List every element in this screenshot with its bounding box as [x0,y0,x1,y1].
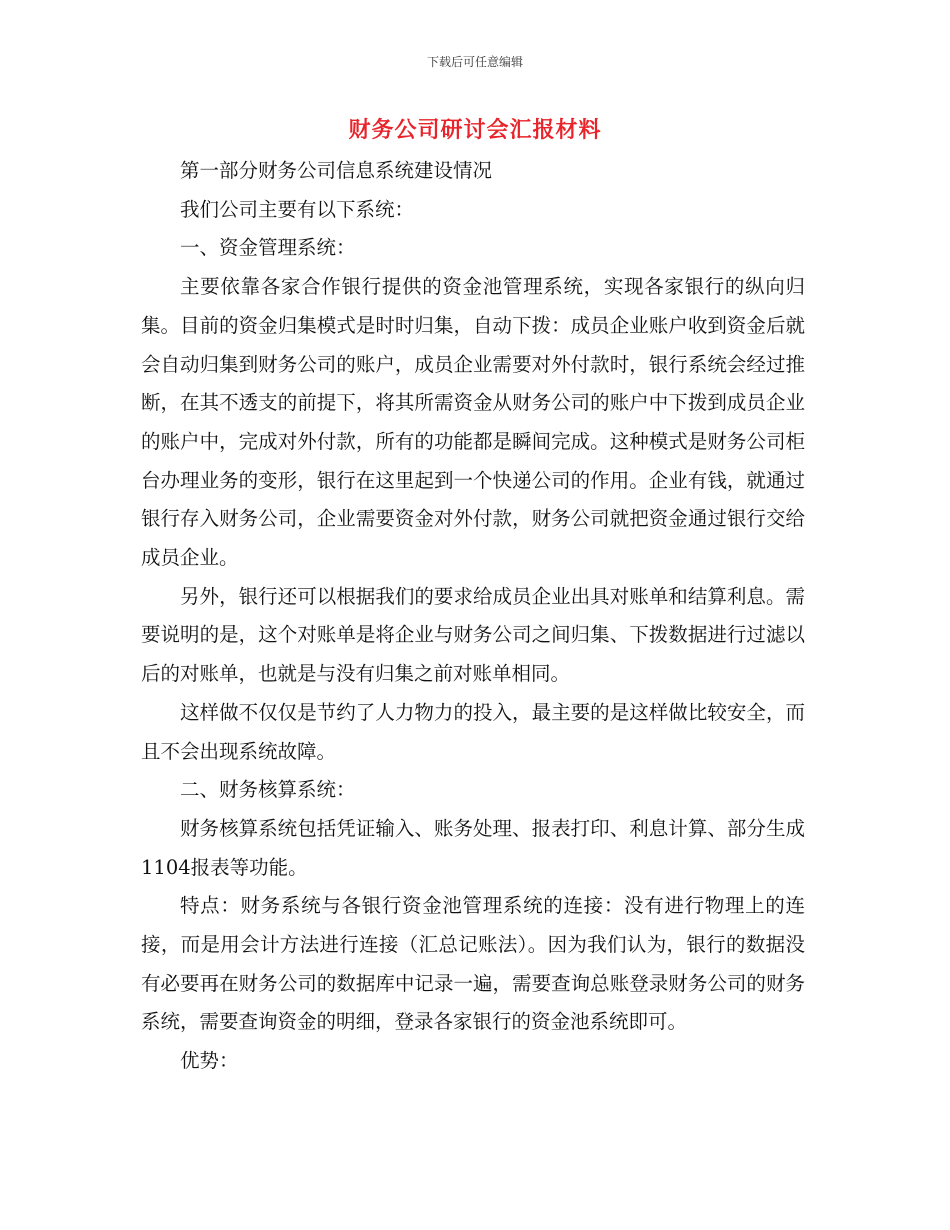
subsection-heading: 一、资金管理系统： [180,236,356,260]
document-title: 财务公司研讨会汇报材料 [348,117,602,143]
paragraph: 财务核算系统包括凭证输入、账务处理、报表打印、利息计算、部分生成1104报表等功能。 [141,816,805,879]
page-header: 下载后可任意编辑 [426,55,523,69]
document-body [141,152,805,1081]
paragraph: 另外，银行还可以根据我们的要求给成员企业出具对账单和结算利息。需要说明的是，这个对账单是将企业与财务公司之间归集、下拨数据进行过滤以后的对账单，也就是与没有归集之前对账单相同。 [141,584,805,686]
paragraph: 这样做不仅仅是节约了人力物力的投入，最主要的是这样做比较安全，而且不会出现系统故障。 [141,700,805,763]
paragraph: 主要依靠各家合作银行提供的资金池管理系统，实现各家银行的纵向归集。目前的资金归集模式是时时归集，自动下拨：成员企业账户收到资金后就会自动归集到财务公司的账户，成员企业需要对外付款时，银行系统会经过推断，在其不透支的前提下，将其所需资金从财务公司的账户中下拨到成员企业的账户中，完成对外付款，所有的功能都是瞬间完成。这种模式是财务公司柜台办理业务的变形，银行在这里起到一个快递公司的作用。企业有钱，就通过银行存入财务公司，企业需要资金对外付款，财务公司就把资金通过银行交给成员企业。 [141,275,805,570]
paragraph: 我们公司主要有以下系统： [180,197,415,221]
subsection-heading: 二、财务核算系统： [180,778,356,802]
paragraph: 特点：财务系统与各银行资金池管理系统的连接：没有进行物理上的连接，而是用会计方法进行连接（汇总记账法）。因为我们认为，银行的数据没有必要再在财务公司的数据库中记录一遍，需要查询总账登录财务公司的财务系统，需要查询资金的明细，登录各家银行的资金池系统即可。 [141,894,805,1034]
paragraph: 优势： [180,1049,239,1073]
section-heading: 第一部分财务公司信息系统建设情况 [180,159,493,182]
